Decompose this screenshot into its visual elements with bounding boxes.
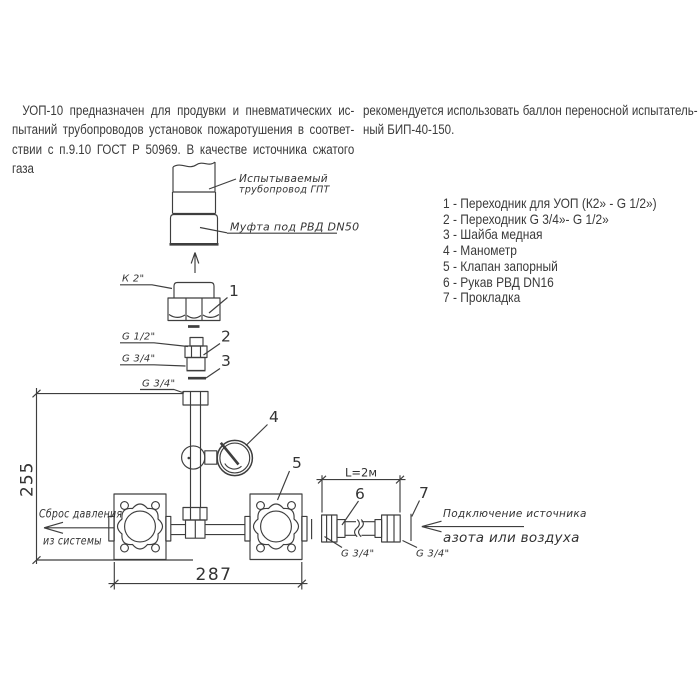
release-arrow [39,508,122,548]
release-label: Сброс давления [39,507,123,521]
valve-block-left [109,494,171,560]
parts-list-item: 7 - Прокладка [443,290,521,306]
parts-list-item: 5 - Клапан запорный [443,258,558,274]
inlet-fitting [140,379,208,508]
parts-list-item: 1 - Переходник для УОП (К2» - G 1/2») [443,196,657,211]
horizontal-pipe [171,525,245,535]
thread-label-g34-lower: G 3/4" [142,378,176,390]
thread-label-g12: G 1/2" [122,331,156,343]
dimension-height-value: 255 [17,461,38,497]
callout-5: 5 [292,454,302,472]
tested-pipe-group [170,162,360,244]
adapter-g34-g12 [120,328,231,379]
parts-list-item: 2 - Переходник G 3/4»- G 1/2» [443,211,609,227]
paragraph-line: УОП-10 предназначен для продувки и пневматических ис- [22,103,355,118]
callout-6: 6 [355,485,365,503]
parts-list-item: 4 - Манометр [443,243,517,259]
coupling-label: Муфта под РВД DN50 [230,220,360,234]
release-label: из системы [43,534,102,548]
source-label: Подключение источника [443,508,587,520]
paragraph-line: ный БИП-40-150. [363,122,455,138]
callout-3: 3 [221,352,231,370]
tested-pipe-label: трубопровод ГПТ [239,184,330,196]
tested-pipe-label: Испытываемый [239,173,328,185]
paragraph-line: рекомендуется использовать баллон переносной испытатель- [363,103,698,118]
parts-list-item: 3 - Шайба медная [443,227,543,243]
callout-7: 7 [419,484,429,502]
flow-arrow-up-icon [191,253,199,274]
thread-label-k2: К 2" [122,273,145,285]
callout-5-group [278,454,302,500]
dimension-width-value: 287 [195,565,233,585]
callout-1: 1 [229,282,239,300]
parts-list-item: 6 - Рукав РВД DN16 [443,274,554,290]
gauge-needle [221,443,239,465]
paragraph-line: ствии с п.9.10 ГОСТ Р 50969. В качестве источника сжатого газа [12,141,355,176]
source-arrow [422,508,587,546]
adapter-k2 [120,274,239,327]
valve-block-right [245,494,307,560]
dimension-hose-value: L=2м [344,465,378,480]
tee-fitting [183,508,207,539]
source-label: азота или воздуха [443,530,580,546]
dimension-width [109,562,308,590]
callout-4: 4 [269,408,279,426]
vertical-pipe [191,405,201,508]
thread-label-hose-right: G 3/4" [416,548,450,560]
thread-label-hose-left: G 3/4" [341,548,375,560]
hose-assembly [312,484,450,560]
callout-2: 2 [221,327,231,346]
pressure-gauge [217,408,279,476]
thread-label-g34-upper: G 3/4" [122,353,156,365]
paragraph-line: пытаний трубопроводов установок пожаротушения в соответ- [12,122,355,138]
gauge-ball-valve [182,446,217,469]
